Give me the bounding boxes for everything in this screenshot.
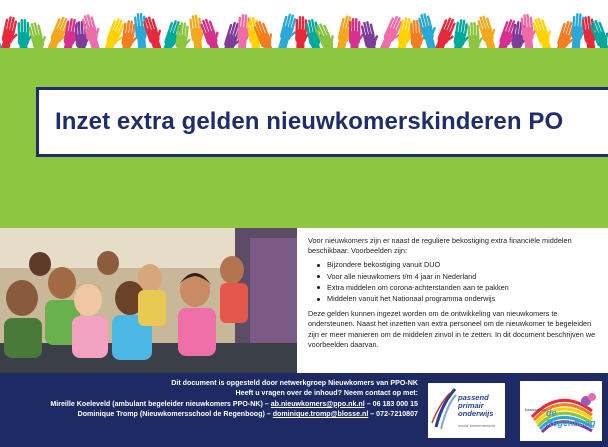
ppo-subtitle: noord-kennemerland [458,423,495,428]
footer [0,373,608,447]
ppo-word: passend [458,393,489,402]
contact-name: Dominique Tromp (Nieuwkomersschool de Regenboog) – [77,410,273,419]
ppo-word: onderwijs [458,409,494,419]
ppo-word: primair [458,401,484,411]
footer-line-author: Dit document is opgesteld door netwerkgroep Nieuwkomers van PPO-NK [171,379,418,387]
colorful-hands-banner [0,0,608,52]
page-title: Inzet extra gelden nieuwkomerskinderen PO [55,108,564,135]
content-text [308,236,600,354]
contact-name: Mireille Koeleveld (ambulant begeleider nieuwkomers PPO-NK) – [50,399,271,408]
closing-paragraph: Deze gelden kunnen ingezet worden om de ontwikkeling van nieuwkomers te ondersteunen. Naast het inzetten van extra personeel om de nieuwkomer te begeleiden zijn er meer manieren om de middelen zinvol in te zetten. In dit document beschrijven we voorbeelden daarvan. [308,309,596,349]
ppo-logo-text [458,394,493,419]
ppo-logo [428,383,505,438]
regenboog-name: de Regenboog [546,408,596,428]
footer-contact-dominique [0,409,418,419]
contact-email-link[interactable]: ab.nieuwkomers@ppo.nk.nl [270,399,365,408]
list-item: Extra middelen om corona-achterstanden aan te pakken [317,283,600,293]
hand-icon [531,15,560,52]
list-item: Bijzondere bekostiging vanuit DUO [317,260,600,270]
list-item: Middelen vanuit het Nationaal programma onderwijs [317,294,600,304]
list-item: Voor alle nieuwkomers t/m 4 jaar in Nederland [317,272,600,282]
contact-email-link[interactable]: dominique.tromp@blosse.nl [272,410,369,419]
children-classroom-photo [0,228,297,373]
contact-phone: – 06 183 000 15 [364,399,418,408]
footer-text [0,378,418,420]
footer-line-questions: Heeft u vragen over de inhoud? Neem contact op met: [235,389,418,398]
regenboog-logo [520,381,602,441]
title-box [36,87,608,157]
contact-phone: – 072-7210807 [368,410,418,419]
intro-paragraph: Voor nieuwkomers zijn er naast de reguliere bekostiging extra financiële middelen beschikbaar. Voorbeelden zijn: [308,236,572,256]
hand-icon [349,18,364,52]
regenboog-small-text: basisschool [525,407,546,412]
footer-contact-mireille [0,399,418,409]
funding-list [317,260,600,304]
